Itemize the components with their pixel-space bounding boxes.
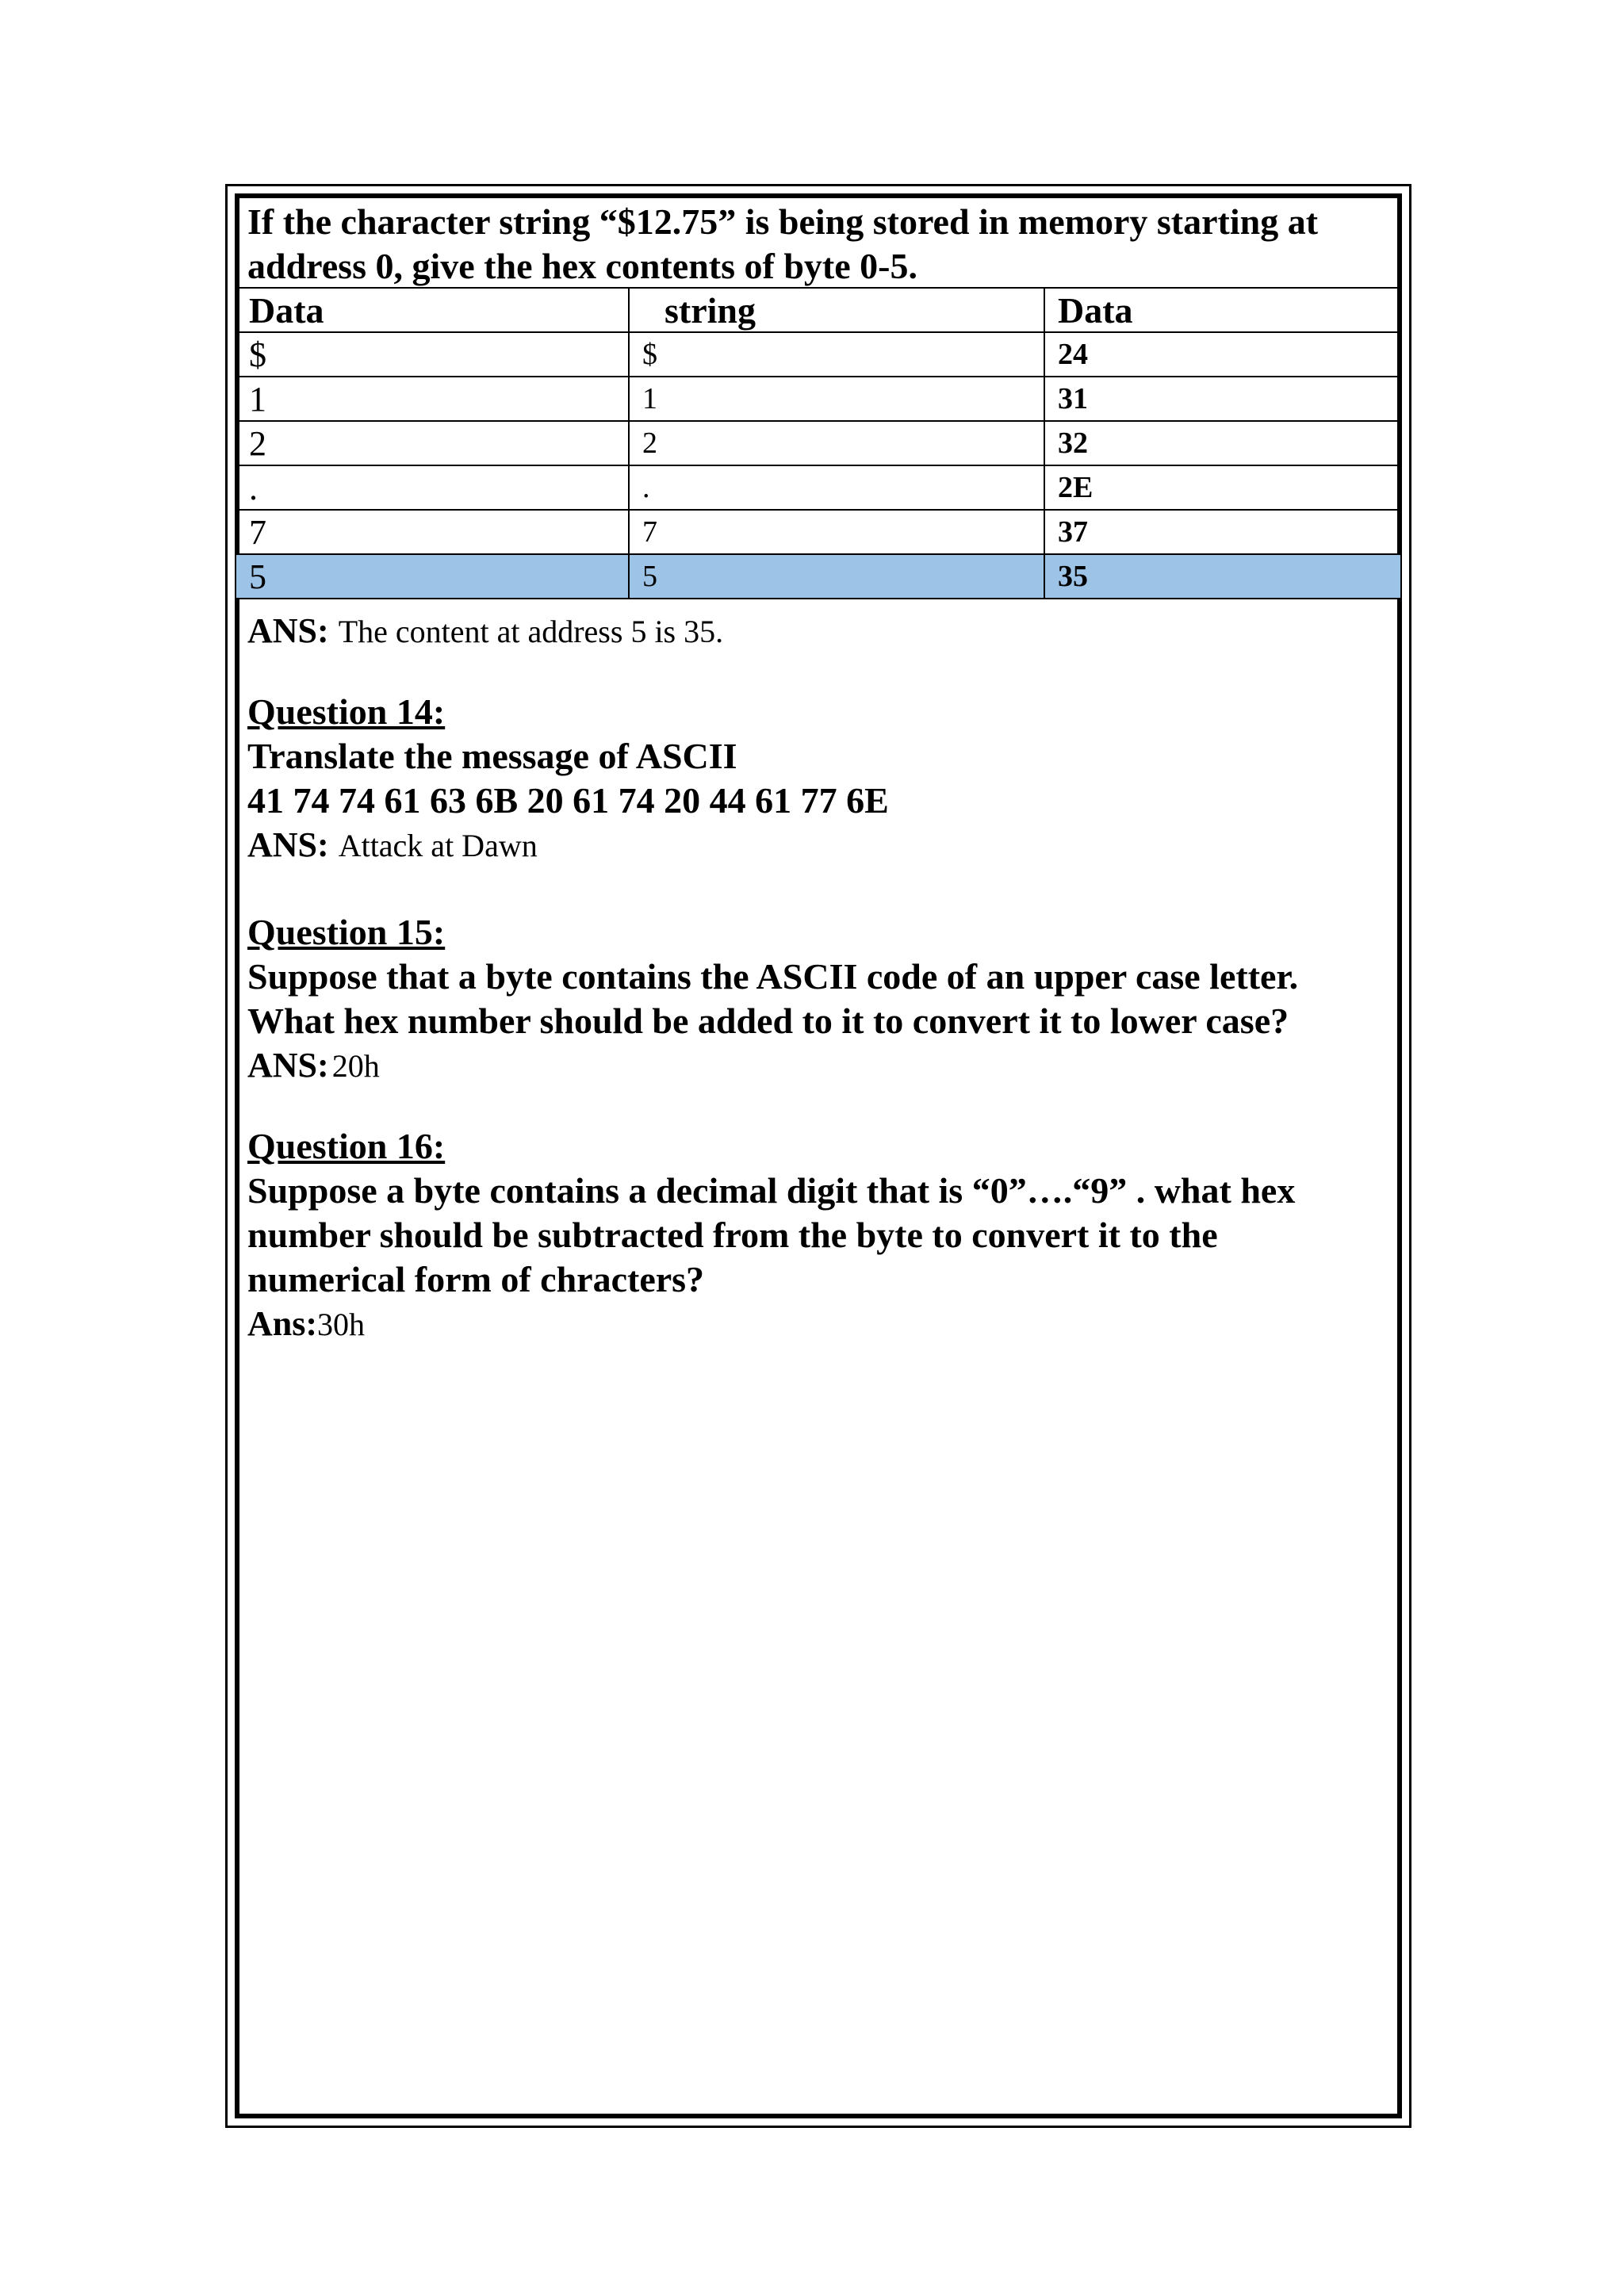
header-data: Data [236, 288, 629, 332]
answer-text: The content at address 5 is 35. [338, 614, 724, 649]
question-title: Question 16: [247, 1126, 446, 1166]
answer-label: ANS: [247, 825, 329, 864]
cell-string: 1 [629, 377, 1044, 421]
cell-data: $ [236, 332, 629, 377]
question-line-3: numerical form of chracters? [247, 1259, 705, 1299]
table-row [236, 510, 1401, 554]
question-line-1: Translate the message of ASCII [247, 736, 737, 776]
question-title: Question 14: [247, 691, 446, 732]
question-line-1: Suppose that a byte contains the ASCII code of an upper case letter. [247, 956, 1299, 997]
cell-data: 5 [236, 554, 629, 599]
table-row [236, 421, 1401, 465]
answer-text: 20h [331, 1048, 380, 1084]
cell-data: 7 [236, 510, 629, 554]
question-line-2: 41 74 74 61 63 6B 20 61 74 20 44 61 77 6E [247, 780, 889, 821]
memory-table [235, 287, 1402, 599]
question-line-1: Suppose a byte contains a decimal digit that is “0”….“9” . what hex [247, 1170, 1296, 1211]
table-header-row [236, 288, 1401, 332]
cell-hex: 2E [1044, 465, 1401, 510]
cell-data: 2 [236, 421, 629, 465]
cell-hex: 37 [1044, 510, 1401, 554]
cell-hex: 24 [1044, 332, 1401, 377]
question-line-2: number should be subtracted from the byte to convert it to the [247, 1215, 1218, 1255]
answer-text: 30h [317, 1307, 366, 1342]
table-row [236, 332, 1401, 377]
cell-hex: 32 [1044, 421, 1401, 465]
question-15 [247, 910, 1389, 1096]
table-row [236, 377, 1401, 421]
header-string: string [629, 288, 1044, 332]
intro-question [247, 200, 1397, 289]
answer-text: Attack at Dawn [338, 828, 538, 863]
cell-data: 1 [236, 377, 629, 421]
question-16 [247, 1124, 1389, 1354]
question-title: Question 15: [247, 912, 446, 952]
intro-line-1: If the character string “$12.75” is being stored in memory starting at [247, 201, 1319, 242]
cell-data: . [236, 465, 629, 510]
cell-hex: 35 [1044, 554, 1401, 599]
answer-13 [247, 609, 1389, 661]
answer-label: ANS: [247, 1046, 329, 1085]
cell-string: 7 [629, 510, 1044, 554]
header-hex-data: Data [1044, 288, 1401, 332]
cell-string: 5 [629, 554, 1044, 599]
cell-string: 2 [629, 421, 1044, 465]
cell-hex: 31 [1044, 377, 1401, 421]
cell-string: . [629, 465, 1044, 510]
answer-label: Ans: [247, 1304, 318, 1343]
table-row-highlighted [236, 554, 1401, 599]
table-row [236, 465, 1401, 510]
question-14 [247, 690, 1389, 875]
intro-line-2: address 0, give the hex contents of byte 0-5. [247, 246, 917, 286]
question-line-2: What hex number should be added to it to convert it to lower case? [247, 1001, 1289, 1041]
cell-string: $ [629, 332, 1044, 377]
answer-label: ANS: [247, 611, 329, 650]
